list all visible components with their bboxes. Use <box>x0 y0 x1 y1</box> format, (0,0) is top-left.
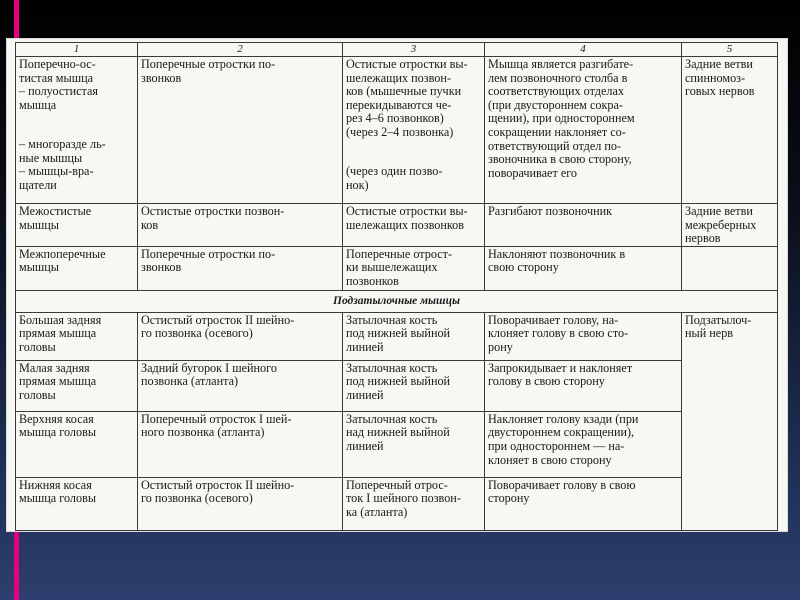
cell-line: Затылочная кость <box>346 411 438 426</box>
cell-line: звонков <box>141 260 182 275</box>
cell-col-3 <box>343 204 485 247</box>
cell-line: звонков <box>141 70 182 85</box>
cell-line: Нижняя косая <box>19 477 92 492</box>
cell-col-4 <box>485 57 682 204</box>
cell-line: ного позвонка (атланта) <box>141 425 265 440</box>
cell-line: рону <box>488 339 513 354</box>
table-row <box>16 204 778 247</box>
cell-line: ток I шейного позвон- <box>346 491 461 506</box>
cell-col-2 <box>138 411 343 477</box>
cell-col-5 <box>682 204 778 247</box>
cell-line: мышца головы <box>19 491 97 506</box>
cell-line: (при двустороннем сокра- <box>488 97 623 112</box>
cell-line: позвонков <box>346 273 399 288</box>
cell-line: прямая мышца <box>19 326 97 341</box>
cell-line: сокращении наклоняет со- <box>488 124 626 139</box>
cell-line: тистая мышца <box>19 70 94 85</box>
cell-col-4 <box>485 204 682 247</box>
cell-line: поворачивает его <box>488 165 578 180</box>
column-header-4: 4 <box>485 43 682 57</box>
muscles-table <box>15 42 778 531</box>
cell-line: межреберных <box>685 217 757 232</box>
cell-line: Поперечно-ос- <box>19 57 96 71</box>
cell-line: Задний бугорок I шейного <box>141 360 277 375</box>
column-header-3: 3 <box>343 43 485 57</box>
cell-line: свою сторону <box>488 260 559 275</box>
cell-line: ные мышцы <box>19 150 83 165</box>
cell-line: Поперечный отросток I шей- <box>141 411 292 426</box>
cell-col-5 <box>682 246 778 290</box>
cell-line: лем позвоночного столба в <box>488 70 628 85</box>
cell-line: – многоразде ль- <box>19 136 106 151</box>
cell-line: клоняет в свою сторону <box>488 452 612 467</box>
cell-line: Межпоперечные <box>19 246 106 261</box>
cell-line: (через 2–4 позвонка) <box>346 124 454 139</box>
cell-col-5 <box>682 312 778 530</box>
cell-line: Остистые отростки вы- <box>346 204 468 218</box>
cell-line: Затылочная кость <box>346 360 438 375</box>
cell-line: Межостистые <box>19 204 92 218</box>
cell-line: Поперечные отрост- <box>346 246 453 261</box>
cell-line: – полуостистая <box>19 84 99 99</box>
cell-line: Остистый отросток II шейно- <box>141 312 295 327</box>
cell-line: Остистые отростки позвон- <box>141 204 285 218</box>
cell-line: при одностороннем — на- <box>488 438 625 453</box>
cell-line: Подзатылоч- <box>685 312 752 327</box>
cell-col-2 <box>138 204 343 247</box>
cell-col-2 <box>138 246 343 290</box>
cell-line: ков (мышечные пучки <box>346 84 462 99</box>
cell-line: мышца головы <box>19 425 97 440</box>
cell-line: Задние ветви <box>685 57 753 71</box>
cell-line: сторону <box>488 491 530 506</box>
column-header-1: 1 <box>16 43 138 57</box>
cell-col-1 <box>16 246 138 290</box>
cell-line: Поворачивает голову, на- <box>488 312 619 327</box>
cell-col-1 <box>16 477 138 530</box>
cell-line: ки вышележащих <box>346 260 438 275</box>
cell-line: нервов <box>685 231 721 246</box>
cell-line: над нижней выйной <box>346 425 450 440</box>
cell-line: шележащих позвонков <box>346 217 465 232</box>
section-row <box>16 290 778 312</box>
cell-line: голову в свою сторону <box>488 374 605 389</box>
section-title: Подзатылочные мышцы <box>16 290 778 312</box>
cell-line: Поперечные отростки по- <box>141 57 276 71</box>
cell-line: Малая задняя <box>19 360 90 375</box>
cell-col-3 <box>343 411 485 477</box>
cell-col-1 <box>16 204 138 247</box>
cell-col-3 <box>343 312 485 360</box>
cell-col-4 <box>485 312 682 360</box>
cell-line: ный нерв <box>685 326 734 341</box>
cell-line: Разгибают позвоночник <box>488 204 613 218</box>
cell-line: линией <box>346 438 384 453</box>
cell-line: щатели <box>19 177 57 192</box>
cell-line: двустороннем сокращении), <box>488 425 635 440</box>
cell-line: спинномоз- <box>685 70 746 85</box>
column-header-5: 5 <box>682 43 778 57</box>
cell-line: под нижней выйной <box>346 374 451 389</box>
cell-line: ка (атланта) <box>346 504 408 519</box>
cell-col-4 <box>485 246 682 290</box>
cell-line: щении), при одностороннем <box>488 111 635 126</box>
cell-line: Задние ветви <box>685 204 753 218</box>
cell-line: линией <box>346 387 384 402</box>
cell-col-5 <box>682 57 778 204</box>
table-row <box>16 57 778 204</box>
cell-col-4 <box>485 477 682 530</box>
cell-line: говых нервов <box>685 84 755 99</box>
cell-line: под нижней выйной <box>346 326 451 341</box>
table-row <box>16 360 778 411</box>
cell-col-1 <box>16 57 138 204</box>
cell-col-1 <box>16 411 138 477</box>
cell-line: Верхняя косая <box>19 411 94 426</box>
cell-col-4 <box>485 360 682 411</box>
cell-line: Поперечный отрос- <box>346 477 448 492</box>
table-row <box>16 411 778 477</box>
cell-col-1 <box>16 312 138 360</box>
cell-col-2 <box>138 477 343 530</box>
table-row <box>16 246 778 290</box>
cell-col-2 <box>138 360 343 411</box>
cell-line: прямая мышца <box>19 374 97 389</box>
column-header-2: 2 <box>138 43 343 57</box>
table-row <box>16 477 778 530</box>
cell-line: линией <box>346 339 384 354</box>
cell-line: Затылочная кость <box>346 312 438 327</box>
cell-col-3 <box>343 477 485 530</box>
cell-line: позвонка (атланта) <box>141 374 239 389</box>
cell-line: нок) <box>346 177 369 192</box>
cell-line: рез 4–6 позвонков) <box>346 111 444 126</box>
cell-line: ков <box>141 217 159 232</box>
cell-line: – мышцы-вра- <box>19 164 94 179</box>
cell-line: ответствующий отдел по- <box>488 138 622 153</box>
cell-col-3 <box>343 246 485 290</box>
cell-line: шележащих позвон- <box>346 70 451 85</box>
cell-line: Наклоняет голову кзади (при <box>488 411 639 426</box>
cell-line: го позвонка (осевого) <box>141 491 253 506</box>
cell-line: Остистые отростки вы- <box>346 57 468 71</box>
table-row <box>16 312 778 360</box>
cell-gap <box>346 140 481 152</box>
cell-gap <box>19 112 134 124</box>
cell-line: соответствующих отделах <box>488 84 624 99</box>
cell-line: головы <box>19 339 56 354</box>
header-row <box>16 43 778 57</box>
cell-col-3 <box>343 57 485 204</box>
cell-line: го позвонка (осевого) <box>141 326 253 341</box>
cell-line: головы <box>19 387 56 402</box>
cell-line: Запрокидывает и наклоняет <box>488 360 633 375</box>
cell-line: клоняет голову в свою сто- <box>488 326 629 341</box>
cell-line: Поперечные отростки по- <box>141 246 276 261</box>
cell-line: перекидываются че- <box>346 97 452 112</box>
cell-line: (через один позво- <box>346 164 443 179</box>
cell-col-2 <box>138 312 343 360</box>
cell-line: Поворачивает голову в свою <box>488 477 636 492</box>
cell-line: Остистый отросток II шейно- <box>141 477 295 492</box>
cell-line: Большая задняя <box>19 312 102 327</box>
cell-line: Мышца является разгибате- <box>488 57 634 71</box>
cell-col-4 <box>485 411 682 477</box>
cell-col-2 <box>138 57 343 204</box>
cell-line: мышцы <box>19 260 59 275</box>
cell-line: Наклоняют позвоночник в <box>488 246 626 261</box>
cell-col-3 <box>343 360 485 411</box>
cell-line: звоночника в свою сторону, <box>488 152 632 167</box>
cell-col-1 <box>16 360 138 411</box>
slide <box>6 38 788 532</box>
cell-line: мышца <box>19 97 57 112</box>
cell-line: мышцы <box>19 217 59 232</box>
